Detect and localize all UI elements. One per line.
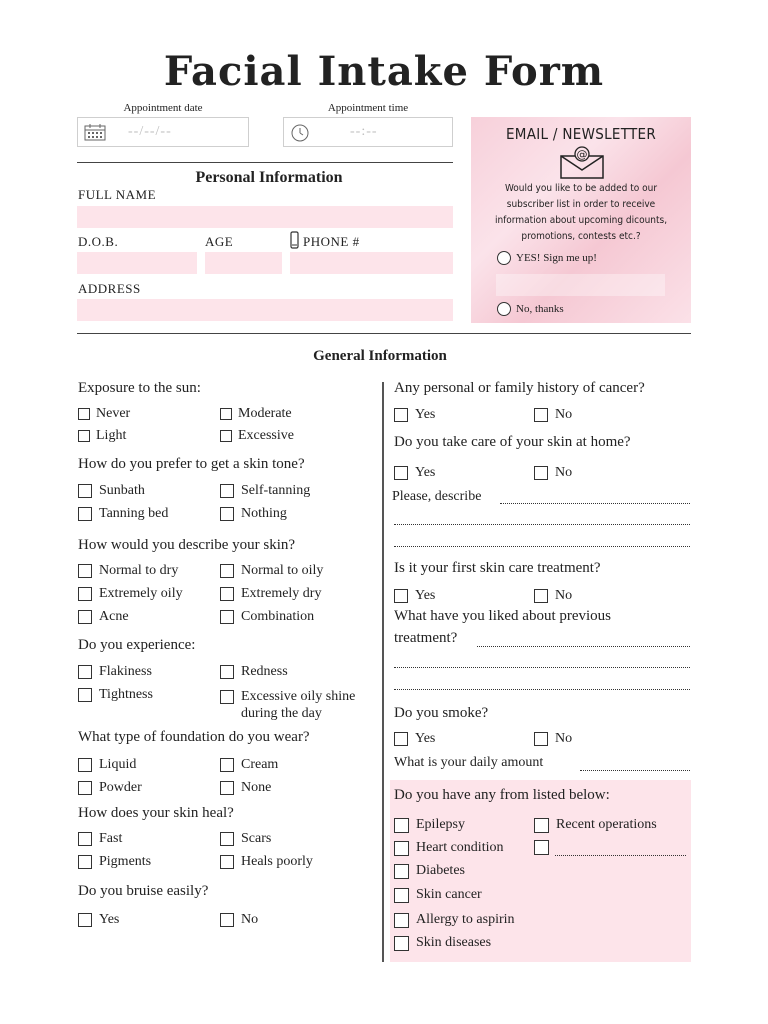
newsletter-panel <box>471 117 691 323</box>
option-label: Self-tanning <box>241 483 311 498</box>
option-label: Heart condition <box>416 840 504 855</box>
checkbox[interactable] <box>78 855 92 869</box>
answer-line[interactable] <box>477 646 690 647</box>
phone-label: PHONE # <box>303 234 360 249</box>
radio-button[interactable] <box>497 251 511 265</box>
option-label: Moderate <box>238 406 292 421</box>
age-field[interactable] <box>205 252 282 274</box>
checkbox[interactable] <box>394 589 408 603</box>
checkbox-option[interactable] <box>78 609 129 625</box>
checkbox-option[interactable] <box>78 406 130 422</box>
option-label: Yes <box>415 731 436 746</box>
option-label: Normal to dry <box>99 563 179 578</box>
appointment-date-label: Appointment date <box>123 102 203 114</box>
skin-type-question: How would you describe your skin? <box>78 537 296 553</box>
personal-info-heading: Personal Information <box>195 169 343 186</box>
sun-exposure-question: Exposure to the sun: <box>78 380 201 396</box>
clock-icon <box>291 124 309 142</box>
checkbox-option[interactable] <box>394 935 491 951</box>
checkbox-option[interactable] <box>394 588 435 604</box>
checkbox[interactable] <box>220 587 234 601</box>
checkbox[interactable] <box>78 781 92 795</box>
option-label: Epilepsy <box>416 817 465 832</box>
checkbox[interactable] <box>220 665 234 679</box>
option-label: Cream <box>241 757 279 772</box>
full-name-field[interactable] <box>77 206 453 228</box>
appointment-time-field[interactable] <box>283 117 453 147</box>
checkbox[interactable] <box>394 408 408 422</box>
option-label: Liquid <box>99 757 137 772</box>
checkbox-option[interactable] <box>78 428 126 444</box>
checkbox-option[interactable] <box>534 465 572 481</box>
checkbox-option[interactable] <box>534 731 572 747</box>
option-label: No <box>555 588 573 603</box>
checkbox[interactable] <box>78 665 92 679</box>
address-label: ADDRESS <box>78 281 141 296</box>
checkbox-option[interactable] <box>220 831 271 847</box>
checkbox-option[interactable] <box>394 887 482 903</box>
option-label: Sunbath <box>99 483 145 498</box>
checkbox[interactable] <box>220 832 234 846</box>
bruise-question: Do you bruise easily? <box>78 883 209 899</box>
checkbox-option[interactable] <box>78 831 122 847</box>
dob-label: D.O.B. <box>78 234 119 249</box>
checkbox-option[interactable] <box>220 664 288 680</box>
experience-question: Do you experience: <box>78 637 196 653</box>
address-field[interactable] <box>77 299 453 321</box>
checkbox-option[interactable] <box>394 912 515 928</box>
daily-amount-label: What is your daily amount <box>394 755 544 770</box>
checkbox-option[interactable] <box>220 757 278 773</box>
checkbox-option[interactable] <box>220 483 310 499</box>
foundation-question: What type of foundation do you wear? <box>78 729 310 745</box>
option-label: Redness <box>241 664 288 679</box>
option-label: Tanning bed <box>99 506 169 521</box>
checkbox[interactable] <box>220 408 232 420</box>
checkbox[interactable] <box>394 732 408 746</box>
checkbox[interactable] <box>394 936 409 951</box>
option-label: Yes <box>415 465 436 480</box>
appointment-date-field[interactable] <box>77 117 249 147</box>
answer-line[interactable] <box>394 667 690 668</box>
checkbox-option[interactable] <box>78 483 145 499</box>
checkbox-option[interactable] <box>394 817 465 833</box>
checkbox-option[interactable] <box>220 609 314 625</box>
checkbox-option[interactable] <box>220 689 355 705</box>
daily-amount-line[interactable] <box>580 770 690 771</box>
checkbox-option[interactable] <box>78 854 151 870</box>
email-icon <box>559 144 605 180</box>
divider <box>77 162 453 163</box>
checkbox[interactable] <box>220 507 234 521</box>
checkbox-option[interactable] <box>78 687 153 703</box>
option-label: Scars <box>241 831 272 846</box>
option-label: Allergy to aspirin <box>416 912 515 927</box>
newsletter-yes-label: YES! Sign me up! <box>516 252 597 264</box>
checkbox[interactable] <box>220 690 234 704</box>
checkbox-option[interactable] <box>220 586 321 602</box>
svg-text:@: @ <box>576 148 588 161</box>
checkbox-option[interactable] <box>534 817 657 833</box>
newsletter-no-label: No, thanks <box>516 303 564 315</box>
phone-icon <box>290 231 299 249</box>
option-label: Extremely dry <box>241 586 322 601</box>
checkbox[interactable] <box>78 564 92 578</box>
option-label: Excessive oily shine <box>241 689 356 704</box>
newsletter-yes-option[interactable] <box>497 251 597 265</box>
full-name-label: FULL NAME <box>78 187 157 202</box>
option-label: Acne <box>99 609 129 624</box>
checkbox-option[interactable] <box>394 731 435 747</box>
checkbox-option[interactable] <box>534 588 572 604</box>
checkbox[interactable] <box>534 589 548 603</box>
checkbox[interactable] <box>394 466 408 480</box>
answer-line[interactable] <box>394 689 690 690</box>
checkbox[interactable] <box>394 818 409 833</box>
option-label: Tightness <box>99 687 153 702</box>
liked-question: What have you liked about previous <box>394 608 612 624</box>
checkbox-option[interactable] <box>394 840 503 856</box>
checkbox[interactable] <box>220 758 234 772</box>
newsletter-text: Would you like to be added to our subscriber list in order to receive information about upcoming dicounts, promotions, contests etc.? <box>494 183 668 242</box>
checkbox-option[interactable] <box>220 780 271 796</box>
checkbox[interactable] <box>78 610 92 624</box>
checkbox[interactable] <box>394 888 409 903</box>
option-label: Powder <box>99 780 142 795</box>
checkbox-option[interactable] <box>394 863 465 879</box>
option-label: None <box>241 780 272 795</box>
describe-line[interactable] <box>394 546 690 547</box>
checkbox-option[interactable] <box>220 428 294 444</box>
checkbox[interactable] <box>534 818 549 833</box>
checkbox[interactable] <box>78 688 92 702</box>
checkbox-option[interactable] <box>220 854 313 870</box>
describe-label: Please, describe <box>392 489 482 504</box>
checkbox-option[interactable] <box>78 586 183 602</box>
appointment-date-value: --/--/-- <box>128 124 172 139</box>
cancer-history-question: Any personal or family history of cancer? <box>394 380 645 396</box>
column-divider <box>382 382 384 962</box>
checkbox[interactable] <box>534 466 548 480</box>
option-label: Flakiness <box>99 664 152 679</box>
appointment-time-label: Appointment time <box>327 102 409 114</box>
option-label: Pigments <box>99 854 152 869</box>
appointment-time-value: --:-- <box>350 124 378 139</box>
phone-field[interactable] <box>290 252 453 274</box>
checkbox-option[interactable] <box>220 406 292 422</box>
option-label: Excessive <box>238 428 294 443</box>
age-label: AGE <box>205 234 234 249</box>
option-label: Combination <box>241 609 315 624</box>
smoke-question: Do you smoke? <box>394 705 489 721</box>
checkbox-option[interactable] <box>220 563 323 579</box>
option-label: Fast <box>99 831 123 846</box>
option-label: Heals poorly <box>241 854 313 869</box>
checkbox[interactable] <box>220 564 234 578</box>
option-label: Yes <box>415 588 436 603</box>
option-label: No <box>241 912 259 927</box>
option-label: No <box>555 465 573 480</box>
checkbox-option[interactable] <box>534 407 572 423</box>
option-label: Skin diseases <box>416 935 492 950</box>
other-condition-line[interactable] <box>555 855 686 856</box>
skin-tone-question: How do you prefer to get a skin tone? <box>78 456 305 472</box>
checkbox[interactable] <box>394 841 409 856</box>
describe-line[interactable] <box>500 503 690 504</box>
checkbox[interactable] <box>220 913 234 927</box>
home-care-question: Do you take care of your skin at home? <box>394 434 631 450</box>
checkbox[interactable] <box>220 855 234 869</box>
checkbox-option[interactable] <box>78 664 152 680</box>
checkbox-option[interactable] <box>78 506 168 522</box>
describe-line[interactable] <box>394 524 690 525</box>
radio-button[interactable] <box>497 302 511 316</box>
newsletter-email-field[interactable] <box>496 274 665 296</box>
general-info-heading: General Information <box>313 348 447 364</box>
checkbox[interactable] <box>220 430 232 442</box>
option-label: Yes <box>99 912 120 927</box>
option-label: Normal to oily <box>241 563 324 578</box>
liked-question-continued: treatment? <box>394 630 458 646</box>
checkbox[interactable] <box>394 864 409 879</box>
option-label: Yes <box>415 407 436 422</box>
checkbox-option[interactable] <box>78 912 119 928</box>
checkbox[interactable] <box>78 913 92 927</box>
checkbox-option[interactable] <box>394 465 435 481</box>
checkbox[interactable] <box>534 840 549 855</box>
checkbox-option[interactable] <box>394 407 435 423</box>
checkbox-option[interactable] <box>220 912 258 928</box>
checkbox[interactable] <box>220 484 234 498</box>
newsletter-no-option[interactable] <box>497 302 564 316</box>
option-label: No <box>555 731 573 746</box>
checkbox[interactable] <box>78 832 92 846</box>
option-label: Recent operations <box>556 817 657 832</box>
option-label: Never <box>96 406 131 421</box>
checkbox[interactable] <box>394 913 409 928</box>
checkbox[interactable] <box>78 758 92 772</box>
option-label: No <box>555 407 573 422</box>
checkbox-option[interactable] <box>78 757 136 773</box>
checkbox-option[interactable] <box>78 563 178 579</box>
option-label: Light <box>96 428 127 443</box>
checkbox-option[interactable] <box>220 506 287 522</box>
first-treatment-question: Is it your first skin care treatment? <box>394 560 601 576</box>
checkbox[interactable] <box>78 507 92 521</box>
option-label: Nothing <box>241 506 287 521</box>
newsletter-title: EMAIL / NEWSLETTER <box>505 125 657 143</box>
checkbox[interactable] <box>78 587 92 601</box>
option-label-continued: during the day <box>241 706 322 721</box>
option-label: Diabetes <box>416 863 465 878</box>
divider <box>77 333 691 334</box>
checkbox[interactable] <box>220 610 234 624</box>
checkbox[interactable] <box>220 781 234 795</box>
healing-question: How does your skin heal? <box>78 805 234 821</box>
page-title: Facial Intake Form <box>163 48 605 95</box>
checkbox-option[interactable] <box>534 840 556 855</box>
dob-field[interactable] <box>77 252 197 274</box>
option-label: Skin cancer <box>416 887 482 902</box>
calendar-icon <box>84 123 106 141</box>
conditions-question: Do you have any from listed below: <box>394 787 610 803</box>
checkbox[interactable] <box>78 408 90 420</box>
checkbox[interactable] <box>78 484 92 498</box>
checkbox[interactable] <box>534 732 548 746</box>
option-label: Extremely oily <box>99 586 183 601</box>
checkbox[interactable] <box>78 430 90 442</box>
checkbox[interactable] <box>534 408 548 422</box>
checkbox-option[interactable] <box>78 780 142 796</box>
